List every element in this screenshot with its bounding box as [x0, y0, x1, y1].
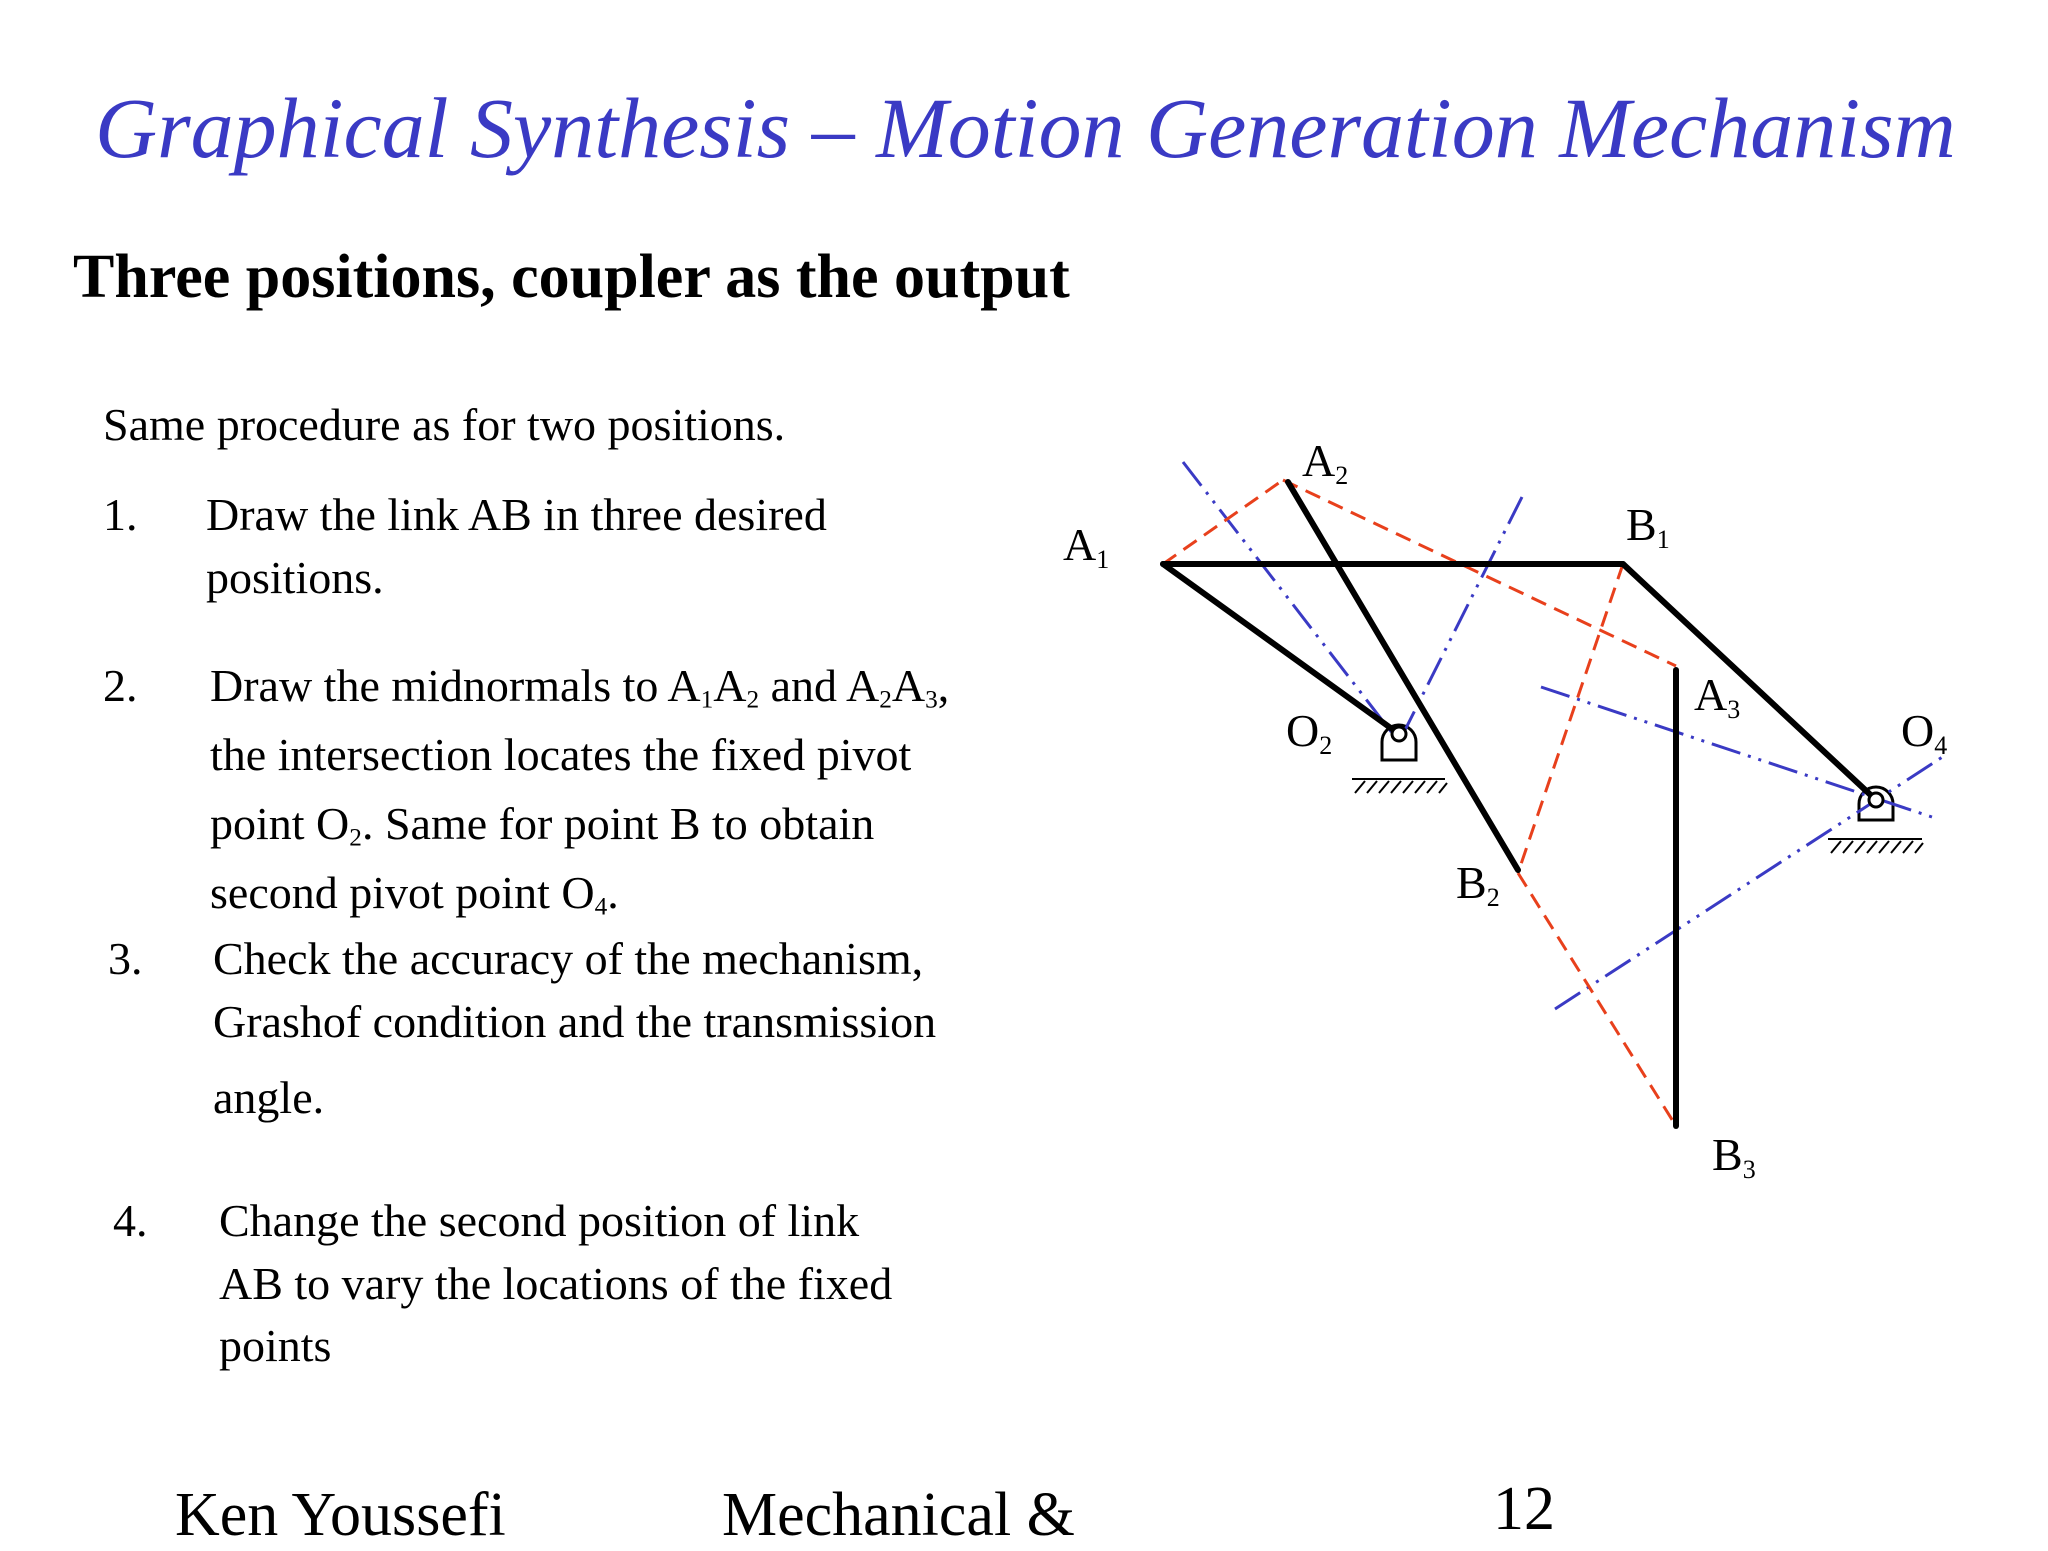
step-line: Grashof condition and the transmission — [213, 995, 937, 1047]
ground-o4 — [1828, 839, 1923, 853]
step-number: 2. — [103, 660, 138, 711]
pivot-o4-circle — [1869, 793, 1883, 807]
label-b1: B1 — [1626, 499, 1670, 554]
links — [1163, 482, 1876, 1126]
label-o4: O4 — [1901, 705, 1948, 760]
step-line: angle. — [213, 1072, 325, 1124]
footer-dept: Mechanical & — [722, 1481, 1075, 1549]
step-line: second pivot point $O_4$. — [210, 867, 619, 921]
step-number: 4. — [113, 1195, 148, 1246]
label-a2: A2 — [1302, 435, 1349, 490]
slide-subtitle: Three positions, coupler as the output — [73, 243, 1070, 311]
pivot-o2-circle — [1392, 727, 1406, 741]
footer-author: Ken Youssefi — [175, 1481, 506, 1549]
label-b2: B2 — [1456, 857, 1500, 912]
step-number: 3. — [108, 933, 143, 984]
b2-b3-line — [1518, 873, 1676, 1126]
step-line: the intersection locates the fixed pivot — [210, 729, 912, 780]
step-line: Change the second position of link — [219, 1195, 860, 1246]
step-line: Draw the link AB in three desired — [206, 489, 827, 540]
a1-a2-line — [1163, 480, 1283, 564]
label-o2: O2 — [1286, 705, 1333, 760]
step-line: AB to vary the locations of the fixed — [219, 1257, 893, 1309]
label-a1: A1 — [1063, 519, 1110, 574]
b1-b2-line — [1518, 564, 1623, 873]
footer-page-number: 12 — [1493, 1475, 1555, 1543]
construction-lines — [1163, 480, 1676, 1126]
link-b1-o4 — [1623, 564, 1876, 800]
ground-o2 — [1352, 779, 1447, 793]
step-line: Check the accuracy of the mechanism, — [213, 933, 924, 984]
step-line: points — [219, 1320, 332, 1372]
step-line: point $O_2$. Same for point B to obtain — [210, 798, 875, 852]
step-number: 1. — [103, 489, 138, 540]
label-b3: B3 — [1712, 1129, 1756, 1184]
label-a3: A3 — [1694, 669, 1741, 724]
step-line: Draw the midnormals to $A_1A_2$ and $A_2A_3$, — [210, 660, 950, 714]
slide-title: Graphical Synthesis – Motion Generation Mechanism — [95, 80, 1956, 176]
step-line: positions. — [206, 551, 384, 603]
intro-text: Same procedure as for two positions. — [103, 399, 786, 450]
